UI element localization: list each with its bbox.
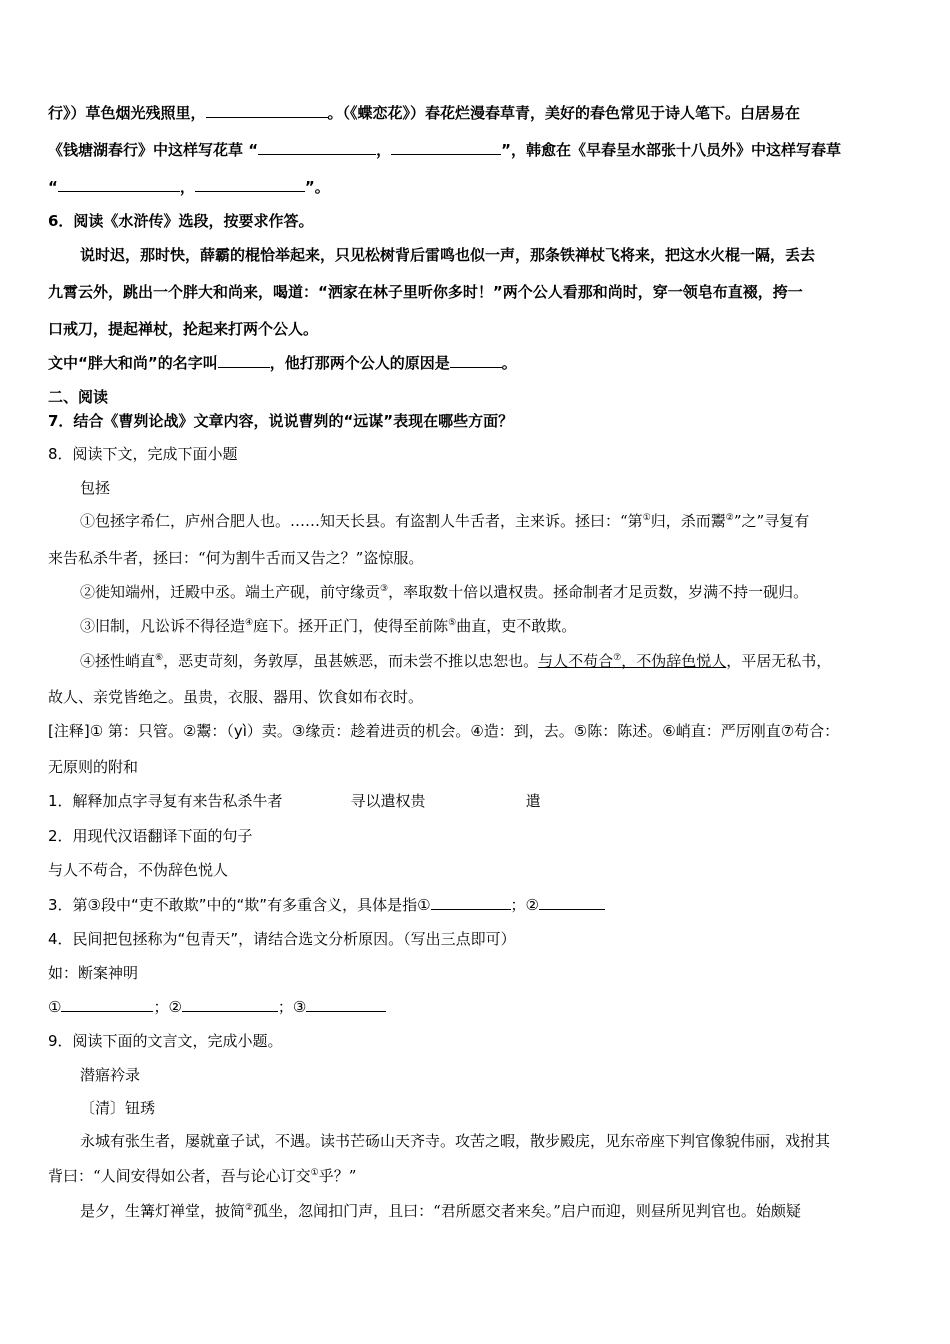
text: ①包拯字希仁，庐州合肥人也。……知天长县。有盗割人牛舌者，主来诉。拯曰：“第: [80, 512, 643, 530]
text: ；③: [277, 998, 307, 1016]
question-7: 7．结合《曹刿论战》文章内容，说说曹刿的“远谋”表现在哪些方面？: [48, 412, 514, 430]
q6-passage-line: 九霄云外，跳出一个胖大和尚来，喝道：“洒家在林子里听你多时！”两个公人看那和尚时，穿一领皂布直裰，挎一: [48, 283, 803, 301]
footnote-mark: ③: [380, 584, 389, 594]
passage-paragraph: 永城有张生者，屡就童子试，不遇。读书芒砀山天齐寺。攻苦之暇，散步殿庑，见东帝座下判官像貌伟丽，戏拊其: [80, 1132, 831, 1150]
question-8: 8．阅读下文，完成下面小题: [48, 445, 238, 463]
text: ，不伪辞色悦人: [621, 652, 727, 670]
text: 。: [501, 354, 517, 372]
passage-line: 故人、亲党皆绝之。虽贵，衣服、器用、饮食如布衣时。: [48, 688, 424, 706]
answer-blank[interactable]: [306, 997, 386, 1012]
footnote-mark: ④: [245, 618, 254, 628]
footnote-mark: ①: [310, 1168, 319, 1178]
footnote-mark: ①: [642, 513, 651, 523]
answer-blank[interactable]: [258, 140, 376, 155]
subquestion-3: [48, 894, 910, 916]
passage-line: [48, 1165, 910, 1187]
footnote-mark: ⑤: [448, 618, 457, 628]
text: 背曰：“人间安得如公者，吾与论心订交: [48, 1167, 311, 1185]
text: 孤坐，忽闻扣门声，且曰：“君所愿交者来矣。”启户而迎，则昼所见判官也。始颇疑: [253, 1202, 801, 1220]
answer-blank[interactable]: [61, 997, 153, 1012]
subquestion-4-answers: [48, 996, 910, 1018]
annotation: [注释]① 第：只管。②鬻：（yì）卖。③缘贡：趁着进贡的机会。④造：到，去。⑤陈：陈述。⑥峭直：严厉刚直⑦苟合：: [48, 722, 840, 740]
text: 《钱塘湖春行》中这样写花草 “: [48, 141, 259, 159]
footnote-mark: ⑦: [613, 653, 622, 663]
text: ①: [48, 998, 62, 1016]
passage-line: 来告私杀牛者，拯曰：“何为割牛舌而又告之？”盗惊服。: [48, 549, 424, 567]
text: 曲直，吏不敢欺。: [456, 617, 577, 635]
subquestion-4-example: 如：断案神明: [48, 964, 139, 982]
text: 乎？”: [318, 1167, 357, 1185]
subquestion-2-sentence: 与人不苟合，不伪辞色悦人: [48, 861, 229, 879]
passage-paragraph: [80, 1200, 910, 1222]
text: ，率取数十倍以遣权贵。拯命制者才足贡数，岁满不持一砚归。: [388, 583, 809, 601]
text: 遣: [525, 792, 541, 810]
text: ②徙知端州，迁殿中丞。端土产砚，前守缘贡: [80, 583, 381, 601]
footnote-mark: ②: [725, 513, 734, 523]
q6-passage-line: 口戒刀，提起禅杖，抡起来打两个公人。: [48, 320, 319, 338]
subquestion-1: [48, 790, 910, 812]
text: 是夕，生篝灯禅堂，披简: [80, 1202, 246, 1220]
q6-question: [48, 352, 910, 374]
question-9: 9．阅读下面的文言文，完成小题。: [48, 1032, 283, 1050]
annotation: 无原则的附和: [48, 758, 139, 776]
text: ；②: [510, 896, 539, 914]
passage-paragraph: [80, 581, 910, 603]
underlined-sentence: [538, 652, 726, 670]
text: 。（《蝶恋花》）春花烂漫春草青，美好的春色常见于诗人笔下。白居易在: [327, 104, 801, 122]
text: ，: [376, 141, 392, 159]
passage-paragraph: [80, 650, 910, 672]
text: 庭下。拯开正门，使得至前陈: [253, 617, 449, 635]
text: ，他打那两个公人的原因是: [269, 354, 450, 372]
text: 文中“胖大和尚”的名字叫: [48, 354, 218, 372]
text: ”，韩愈在《早春呈水部张十八员外》中这样写春草: [501, 141, 841, 159]
poem-line-3: [48, 176, 910, 198]
answer-blank[interactable]: [182, 997, 278, 1012]
text: 行》）草色烟光残照里，: [48, 104, 206, 122]
passage-title: 包拯: [80, 479, 111, 497]
subquestion-2: 2．用现代汉语翻译下面的句子: [48, 827, 253, 845]
text: ，恶吏苛刻，务敦厚，虽甚嫉恶，而未尝不推以忠恕也。: [163, 652, 539, 670]
text: 归，杀而鬻: [650, 512, 726, 530]
text: ；②: [153, 998, 182, 1016]
answer-blank[interactable]: [206, 103, 328, 118]
q6-passage-line: 说时迟，那时快，薛霸的棍恰举起来，只见松树背后雷鸣也似一声，那条铁禅杖飞将来，把这水火棍一隔，丢去: [80, 246, 816, 264]
poem-line-1: [48, 102, 910, 124]
answer-blank[interactable]: [391, 140, 501, 155]
footnote-mark: ⑥: [155, 653, 164, 663]
section-heading: 二、阅读: [48, 388, 109, 406]
text: ”。: [304, 178, 330, 196]
text: 与人不苟合: [538, 652, 614, 670]
text: ”之”寻复有: [733, 512, 810, 530]
poem-line-2: [48, 139, 910, 161]
passage-author: 〔清〕钮琇: [80, 1099, 156, 1117]
passage-title: 潜寤衿录: [80, 1066, 141, 1084]
text: “: [48, 178, 58, 196]
passage-paragraph: [80, 510, 910, 532]
answer-blank[interactable]: [58, 177, 180, 192]
text: 3．第③段中“吏不敢欺”中的“欺”有多重含义，具体是指①: [48, 896, 431, 914]
answer-blank[interactable]: [431, 895, 511, 910]
text: 寻以遣权贵: [350, 792, 426, 810]
text: ③旧制，凡讼诉不得径造: [80, 617, 246, 635]
subquestion-4: 4．民间把包拯称为“包青天”，请结合选文分析原因。（写出三点即可）: [48, 930, 516, 948]
answer-blank[interactable]: [195, 177, 305, 192]
footnote-mark: ②: [245, 1203, 254, 1213]
text: ，: [179, 178, 195, 196]
answer-blank[interactable]: [450, 353, 502, 368]
text: 1．解释加点字寻复有来告私杀牛者: [48, 792, 283, 810]
text: ④拯性峭直: [80, 652, 156, 670]
passage-paragraph: [80, 615, 910, 637]
answer-blank[interactable]: [539, 895, 605, 910]
text: ，平居无私书，: [726, 652, 832, 670]
answer-blank[interactable]: [218, 353, 270, 368]
question-6: 6．阅读《水浒传》选段，按要求作答。: [48, 212, 314, 230]
